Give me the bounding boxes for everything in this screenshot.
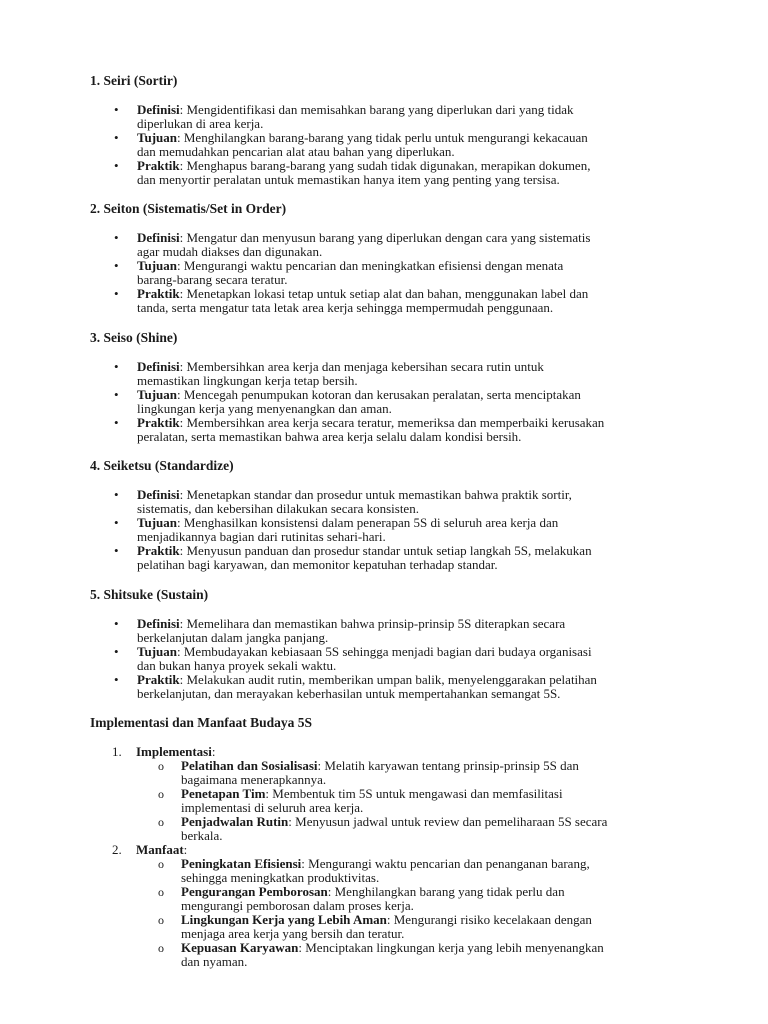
circle-bullet-icon: o: [158, 815, 164, 829]
bullet-icon: •: [114, 515, 119, 530]
sub-list-item: o Pengurangan Pemborosan: Menghilangkan barang yang tidak perlu dan mengurangi pemborosan dalam proses kerja.: [158, 884, 565, 913]
circle-bullet-icon: o: [158, 759, 164, 773]
circle-bullet-icon: o: [158, 941, 164, 955]
sub-list: [136, 857, 690, 969]
sub-list-item: o Pelatihan dan Sosialisasi: Melatih karyawan tentang prinsip-prinsip 5S dan bagaimana menerapkannya.: [158, 758, 579, 787]
list-item: 1. Implementasi: o Pelatihan dan Sosialisasi: Melatih karyawan tentang prinsip-prinsip 5S dan bagaimana menerapkannya. o Penetapan Tim: Membentuk tim 5S untuk mengawasi dan memfasilitasi implementasi di seluruh area kerja. o Penjadwalan Rutin: Menyusun jadwal untuk review dan pemeliharaan 5S secara berkala.: [90, 745, 690, 843]
list-item: • Definisi: Menetapkan standar dan prosedur untuk memastikan bahwa praktik sortir, sistematis, dan kebersihan dilakukan secara konsisten.: [114, 487, 572, 516]
list-item: • Tujuan: Mencegah penumpukan kotoran dan kerusakan peralatan, serta menciptakan lingkungan kerja yang menyenangkan dan aman.: [114, 387, 581, 416]
bullet-icon: •: [114, 130, 119, 145]
section-seiso: [90, 330, 690, 444]
bullet-icon: •: [114, 644, 119, 659]
bullet-icon: •: [114, 158, 119, 173]
list-item: • Praktik: Menyusun panduan dan prosedur standar untuk setiap langkah 5S, melakukan pelatihan bagi karyawan, dan memonitor kepatuhan terhadap standar.: [114, 543, 592, 572]
section-shitsuke: [90, 587, 690, 701]
circle-bullet-icon: o: [158, 787, 164, 801]
bullet-icon: •: [114, 102, 119, 117]
list-item: • Praktik: Menetapkan lokasi tetap untuk setiap alat dan bahan, menggunakan label dan tanda, serta mengatur tata letak area kerja sehingga mempermudah penggunaan.: [114, 286, 589, 315]
bullet-icon: •: [114, 543, 119, 558]
list-item: • Praktik: Melakukan audit rutin, memberikan umpan balik, menyelenggarakan pelatihan berkelanjutan, dan merayakan keberhasilan untuk mempertahankan semangat 5S.: [114, 672, 597, 701]
section-heading: Implementasi dan Manfaat Budaya 5S: [90, 715, 313, 730]
sub-list: [136, 759, 690, 843]
bullet-icon: •: [114, 616, 119, 631]
sub-list-item: o Peningkatan Efisiensi: Mengurangi waktu pencarian dan penanganan barang, sehingga meningkatkan produktivitas.: [158, 856, 590, 885]
sub-list-item: o Penetapan Tim: Membentuk tim 5S untuk mengawasi dan memfasilitasi implementasi di seluruh area kerja.: [158, 786, 563, 815]
section-heading: 4. Seiketsu (Standardize): [90, 458, 234, 473]
bullet-list: [90, 617, 690, 701]
bullet-icon: •: [114, 258, 119, 273]
bullet-icon: •: [114, 672, 119, 687]
circle-bullet-icon: o: [158, 857, 164, 871]
bullet-icon: •: [114, 230, 119, 245]
list-item: • Praktik: Membersihkan area kerja secara teratur, memeriksa dan memperbaiki kerusakan peralatan, serta memastikan bahwa area kerja selalu dalam kondisi bersih.: [114, 415, 605, 444]
section-heading: 2. Seiton (Sistematis/Set in Order): [90, 201, 287, 216]
list-item: • Tujuan: Membudayakan kebiasaan 5S sehingga menjadi bagian dari budaya organisasi dan bukan hanya proyek sekali waktu.: [114, 644, 592, 673]
bullet-icon: •: [114, 286, 119, 301]
section-seiton: [90, 201, 690, 315]
list-item: • Praktik: Menghapus barang-barang yang sudah tidak digunakan, merapikan dokumen, dan menyortir peralatan untuk memastikan hanya item yang penting yang tersisa.: [114, 158, 591, 187]
sub-list-item: o Lingkungan Kerja yang Lebih Aman: Mengurangi risiko kecelakaan dengan menjaga area kerja yang bersih dan teratur.: [158, 912, 592, 941]
list-item: • Definisi: Membersihkan area kerja dan menjaga kebersihan secara rutin untuk memastikan lingkungan kerja tetap bersih.: [114, 359, 544, 388]
circle-bullet-icon: o: [158, 913, 164, 927]
sub-list-item: o Penjadwalan Rutin: Menyusun jadwal untuk review dan pemeliharaan 5S secara berkala.: [158, 814, 608, 843]
sub-list-item: o Kepuasan Karyawan: Menciptakan lingkungan kerja yang lebih menyenangkan dan nyaman.: [158, 940, 604, 969]
list-item: • Definisi: Mengatur dan menyusun barang yang diperlukan dengan cara yang sistematis agar mudah diakses dan digunakan.: [114, 230, 591, 259]
numbered-list: [90, 745, 690, 969]
circle-bullet-icon: o: [158, 885, 164, 899]
bullet-list: [90, 488, 690, 572]
list-item: • Tujuan: Menghasilkan konsistensi dalam penerapan 5S di seluruh area kerja dan menjadikannya bagian dari rutinitas sehari-hari.: [114, 515, 559, 544]
bullet-icon: •: [114, 487, 119, 502]
bullet-list: [90, 360, 690, 444]
list-item: • Definisi: Mengidentifikasi dan memisahkan barang yang diperlukan dari yang tidak diperlukan di area kerja.: [114, 102, 574, 131]
list-item: 2. Manfaat: o Peningkatan Efisiensi: Mengurangi waktu pencarian dan penanganan barang, sehingga meningkatkan produktivitas. o Pengurangan Pemborosan: Menghilangkan barang yang tidak perlu dan mengurangi pemborosan dalam proses kerja. o Lingkungan Kerja yang Lebih Aman: Mengurangi risiko kecelakaan dengan menjaga area kerja yang bersih dan teratur. o Kepuasan Karyawan: Menciptakan lingkungan kerja yang lebih menyenangkan dan nyaman.: [90, 843, 690, 969]
list-item: • Tujuan: Mengurangi waktu pencarian dan meningkatkan efisiensi dengan menata barang-barang secara teratur.: [114, 258, 564, 287]
bullet-list: [90, 103, 690, 187]
bullet-list: [90, 231, 690, 315]
list-item: • Tujuan: Menghilangkan barang-barang yang tidak perlu untuk mengurangi kekacauan dan memudahkan pencarian alat atau bahan yang diperlukan.: [114, 130, 588, 159]
section-implementasi-manfaat: [90, 715, 690, 969]
section-seiri: [90, 73, 690, 187]
bullet-icon: •: [114, 359, 119, 374]
section-heading: 1. Seiri (Sortir): [90, 73, 178, 88]
section-seiketsu: [90, 458, 690, 572]
bullet-icon: •: [114, 415, 119, 430]
bullet-icon: •: [114, 387, 119, 402]
section-heading: 3. Seiso (Shine): [90, 330, 178, 345]
section-heading: 5. Shitsuke (Sustain): [90, 587, 209, 602]
list-item: • Definisi: Memelihara dan memastikan bahwa prinsip-prinsip 5S diterapkan secara berkelanjutan dalam jangka panjang.: [114, 616, 566, 645]
